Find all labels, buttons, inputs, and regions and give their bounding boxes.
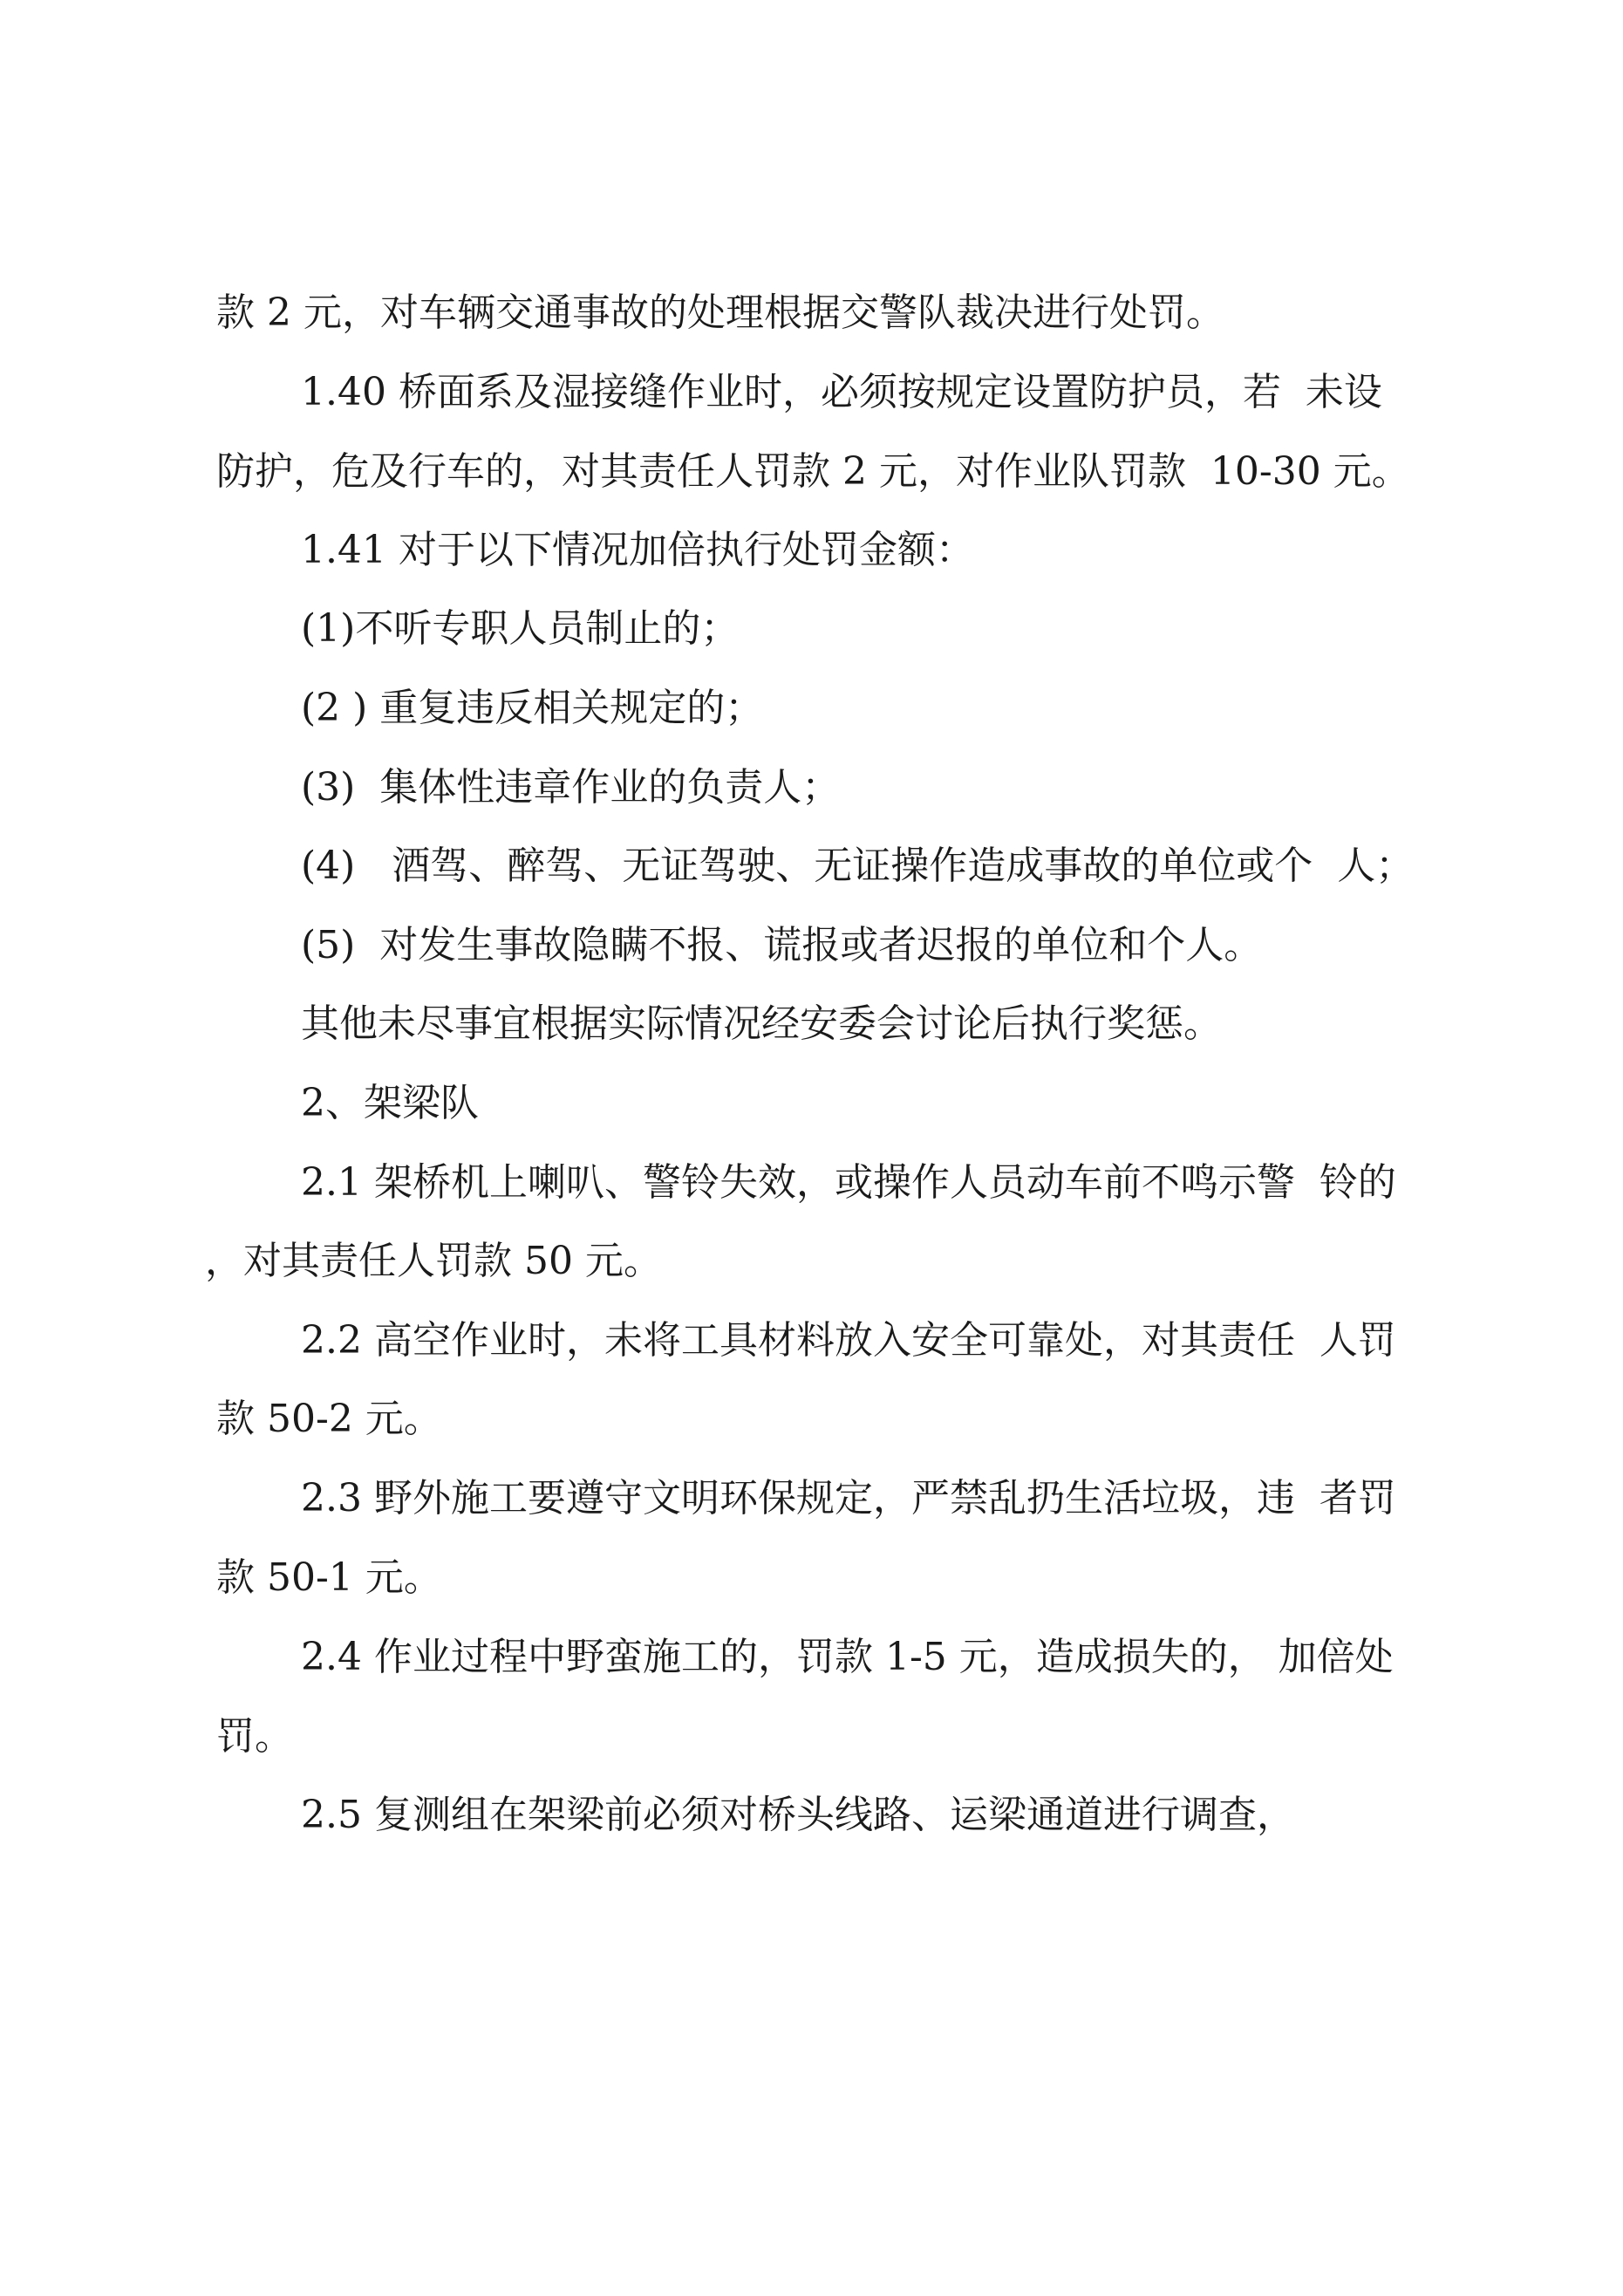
- text-line: 款 2 元，对车辆交通事故的处理根据交警队裁决进行处罚。: [216, 290, 1224, 335]
- text-line: 款 50-1 元。: [216, 1555, 442, 1600]
- text-line: (5) 对发生事故隐瞒不报、谎报或者迟报的单位和个人。: [301, 923, 1263, 967]
- text-line: 防护，危及行车的，对其责任人罚款 2 元，对作业队罚款 10-30 元。: [216, 449, 1410, 494]
- text-line: (1)不听专职人员制止的；: [301, 606, 740, 651]
- text-line: 2.3 野外施工要遵守文明环保规定，严禁乱扔生活垃圾，违 者罚: [301, 1476, 1396, 1520]
- text-line: ，对其责任人罚款 50 元。: [205, 1239, 662, 1283]
- text-line: 2.5 复测组在架梁前必须对桥头线路、运梁通道进行调查，: [301, 1793, 1295, 1837]
- text-line: 2.1 架桥机上喇叭、警铃失效，或操作人员动车前不鸣示警 铃的: [301, 1160, 1396, 1205]
- section-heading: 2、架梁队: [301, 1081, 479, 1125]
- text-line: 其他未尽事宜根据实际情况经安委会讨论后执行奖惩。: [301, 1001, 1222, 1046]
- text-line: 2.4 作业过程中野蛮施工的，罚款 1-5 元，造成损失的， 加倍处: [301, 1635, 1394, 1679]
- text-line: (2 ) 重复违反相关规定的；: [301, 686, 764, 730]
- text-line: 1.41 对于以下情况加倍执行处罚金额：: [301, 528, 974, 572]
- text-line: 罚。: [216, 1714, 293, 1759]
- text-line: (3) 集体性违章作业的负责人；: [301, 765, 841, 810]
- text-line: (4) 酒驾、醉驾、无证驾驶、无证操作造成事故的单位或个 人；: [301, 844, 1415, 888]
- text-line: 款 50-2 元。: [216, 1397, 442, 1441]
- text-line: 2.2 高空作业时，未将工具材料放入安全可靠处，对其责任 人罚: [301, 1318, 1396, 1363]
- text-line: 1.40 桥面系及湿接缝作业时，必须按规定设置防护员，若 未设: [301, 370, 1382, 414]
